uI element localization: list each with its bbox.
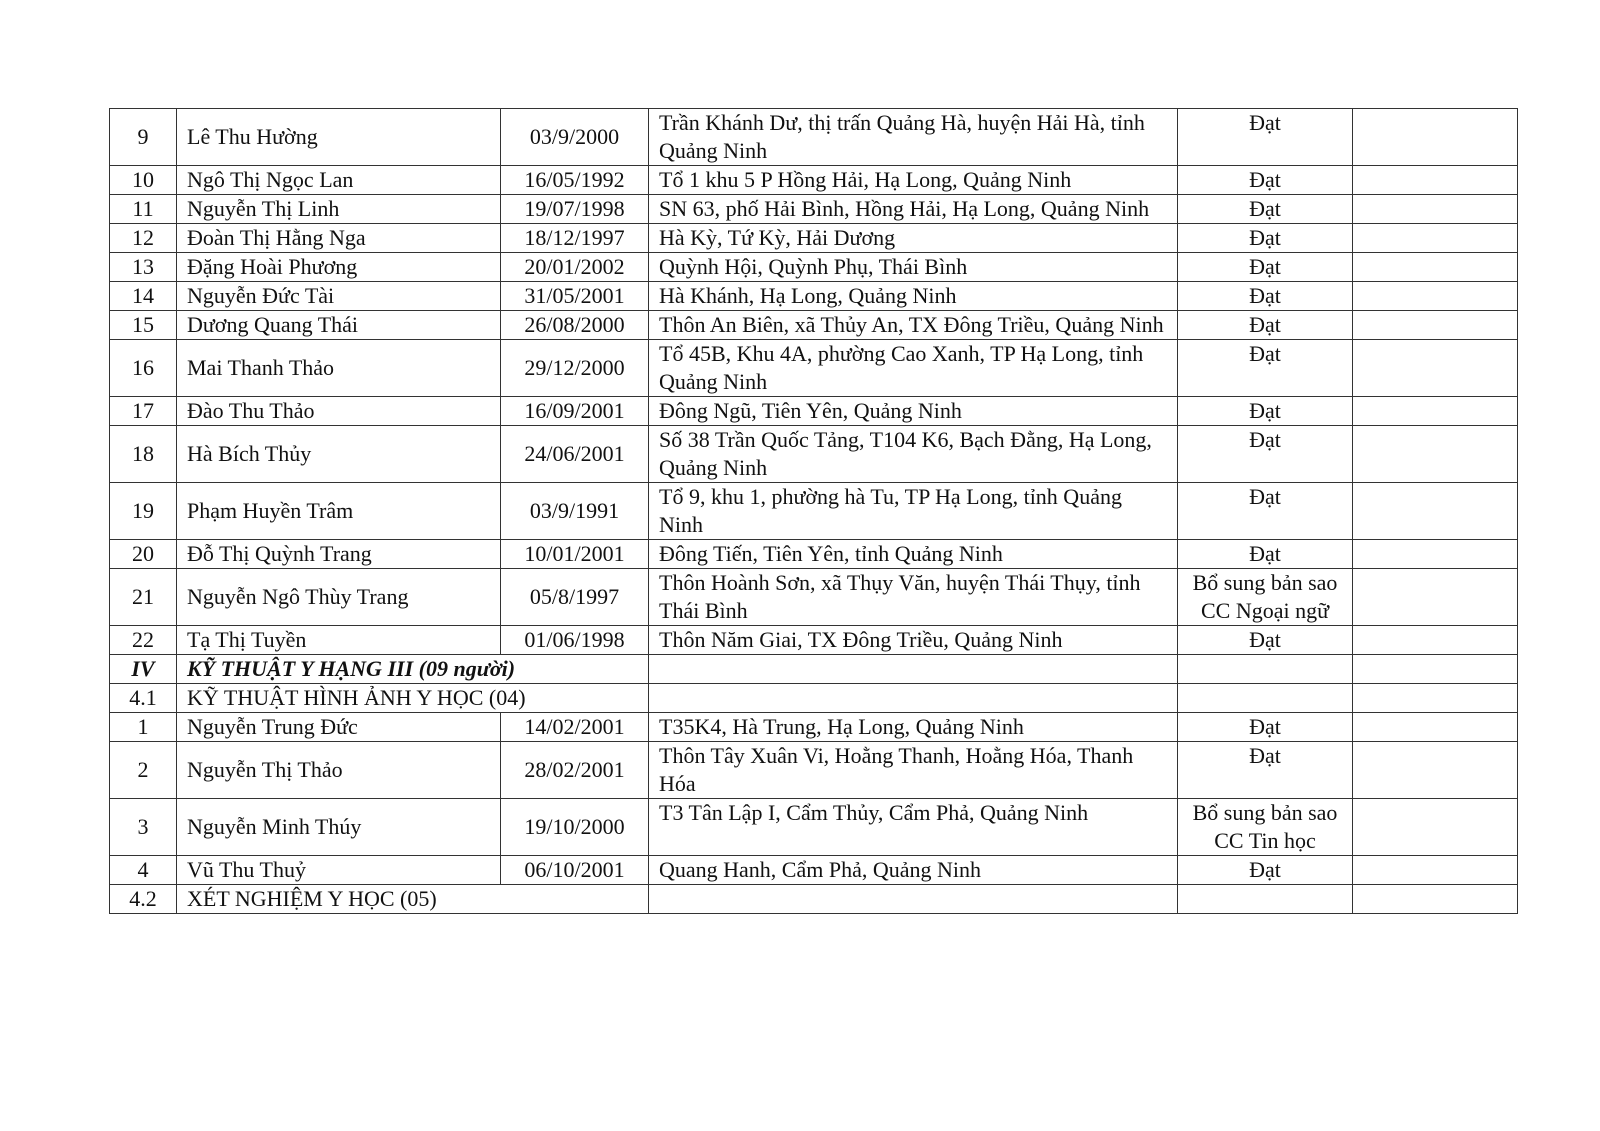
address: T3 Tân Lập I, Cẩm Thủy, Cẩm Phả, Quảng Ninh [649,799,1178,856]
date-of-birth: 31/05/2001 [501,282,649,311]
date-of-birth: 28/02/2001 [501,742,649,799]
candidate-name: Vũ Thu Thuỷ [177,856,501,885]
result: Bổ sung bản sao CC Ngoại ngữ [1178,569,1353,626]
subsection-number: 4.2 [110,885,177,914]
note [1353,799,1518,856]
note [1353,885,1518,914]
note [1353,224,1518,253]
table-row [110,311,1518,340]
note [1353,655,1518,684]
candidate-table-body [110,109,1518,914]
table-row [110,540,1518,569]
table-row [110,166,1518,195]
date-of-birth: 16/09/2001 [501,397,649,426]
candidate-name: Hà Bích Thủy [177,426,501,483]
note [1353,195,1518,224]
subsection-number: 4.1 [110,684,177,713]
result [1178,655,1353,684]
note [1353,311,1518,340]
table-row [110,253,1518,282]
subsection-row [110,885,1518,914]
result: Đạt [1178,253,1353,282]
result: Đạt [1178,483,1353,540]
result: Đạt [1178,311,1353,340]
result: Đạt [1178,195,1353,224]
row-number: 15 [110,311,177,340]
section-row [110,655,1518,684]
candidate-name: Nguyễn Minh Thúy [177,799,501,856]
date-of-birth: 10/01/2001 [501,540,649,569]
table-row [110,224,1518,253]
note [1353,856,1518,885]
note [1353,166,1518,195]
section-number: IV [110,655,177,684]
candidate-name: Lê Thu Hường [177,109,501,166]
result: Đạt [1178,426,1353,483]
candidate-name: Đặng Hoài Phương [177,253,501,282]
section-title: KỸ THUẬT Y HẠNG III (09 người) [177,655,649,684]
address [649,684,1178,713]
note [1353,684,1518,713]
row-number: 4 [110,856,177,885]
row-number: 11 [110,195,177,224]
table-row [110,282,1518,311]
address: Quỳnh Hội, Quỳnh Phụ, Thái Bình [649,253,1178,282]
document-page [109,108,1518,914]
result: Bổ sung bản sao CC Tin học [1178,799,1353,856]
table-row [110,856,1518,885]
address: Đông Ngũ, Tiên Yên, Quảng Ninh [649,397,1178,426]
row-number: 2 [110,742,177,799]
candidate-name: Nguyễn Đức Tài [177,282,501,311]
date-of-birth: 18/12/1997 [501,224,649,253]
table-row [110,742,1518,799]
note [1353,483,1518,540]
result [1178,885,1353,914]
date-of-birth: 03/9/2000 [501,109,649,166]
address: SN 63, phố Hải Bình, Hồng Hải, Hạ Long, Quảng Ninh [649,195,1178,224]
address: Thôn An Biên, xã Thủy An, TX Đông Triều, Quảng Ninh [649,311,1178,340]
row-number: 21 [110,569,177,626]
result: Đạt [1178,626,1353,655]
candidate-name: Đào Thu Thảo [177,397,501,426]
address: Thôn Tây Xuân Vi, Hoằng Thanh, Hoằng Hóa, Thanh Hóa [649,742,1178,799]
note [1353,540,1518,569]
table-row [110,340,1518,397]
result: Đạt [1178,742,1353,799]
candidate-name: Tạ Thị Tuyền [177,626,501,655]
result: Đạt [1178,224,1353,253]
address: Hà Kỳ, Tứ Kỳ, Hải Dương [649,224,1178,253]
address: Hà Khánh, Hạ Long, Quảng Ninh [649,282,1178,311]
row-number: 17 [110,397,177,426]
row-number: 19 [110,483,177,540]
date-of-birth: 19/10/2000 [501,799,649,856]
note [1353,569,1518,626]
table-row [110,569,1518,626]
address: Tổ 1 khu 5 P Hồng Hải, Hạ Long, Quảng Ninh [649,166,1178,195]
result: Đạt [1178,397,1353,426]
result: Đạt [1178,166,1353,195]
address: Thôn Năm Giai, TX Đông Triều, Quảng Ninh [649,626,1178,655]
date-of-birth: 19/07/1998 [501,195,649,224]
candidate-name: Ngô Thị Ngọc Lan [177,166,501,195]
address [649,885,1178,914]
row-number: 3 [110,799,177,856]
note [1353,340,1518,397]
address: Quang Hanh, Cẩm Phả, Quảng Ninh [649,856,1178,885]
table-row [110,626,1518,655]
address: Đông Tiến, Tiên Yên, tỉnh Quảng Ninh [649,540,1178,569]
date-of-birth: 26/08/2000 [501,311,649,340]
result: Đạt [1178,856,1353,885]
row-number: 1 [110,713,177,742]
table-row [110,799,1518,856]
subsection-title: XÉT NGHIỆM Y HỌC (05) [177,885,649,914]
note [1353,397,1518,426]
table-row [110,195,1518,224]
candidate-name: Phạm Huyền Trâm [177,483,501,540]
date-of-birth: 29/12/2000 [501,340,649,397]
row-number: 20 [110,540,177,569]
candidate-name: Đỗ Thị Quỳnh Trang [177,540,501,569]
table-row [110,483,1518,540]
row-number: 18 [110,426,177,483]
note [1353,626,1518,655]
note [1353,713,1518,742]
candidate-name: Nguyễn Trung Đức [177,713,501,742]
result: Đạt [1178,340,1353,397]
result: Đạt [1178,540,1353,569]
row-number: 13 [110,253,177,282]
row-number: 9 [110,109,177,166]
address: Thôn Hoành Sơn, xã Thụy Văn, huyện Thái Thụy, tỉnh Thái Bình [649,569,1178,626]
candidate-name: Dương Quang Thái [177,311,501,340]
candidate-name: Nguyễn Thị Thảo [177,742,501,799]
date-of-birth: 06/10/2001 [501,856,649,885]
table-row [110,713,1518,742]
result: Đạt [1178,713,1353,742]
result: Đạt [1178,282,1353,311]
date-of-birth: 03/9/1991 [501,483,649,540]
table-row [110,426,1518,483]
row-number: 22 [110,626,177,655]
table-row [110,109,1518,166]
address: Tổ 9, khu 1, phường hà Tu, TP Hạ Long, tỉnh Quảng Ninh [649,483,1178,540]
candidate-table [109,108,1518,914]
address [649,655,1178,684]
address: Tổ 45B, Khu 4A, phường Cao Xanh, TP Hạ Long, tỉnh Quảng Ninh [649,340,1178,397]
result [1178,684,1353,713]
note [1353,109,1518,166]
date-of-birth: 24/06/2001 [501,426,649,483]
candidate-name: Mai Thanh Thảo [177,340,501,397]
date-of-birth: 14/02/2001 [501,713,649,742]
date-of-birth: 05/8/1997 [501,569,649,626]
row-number: 16 [110,340,177,397]
candidate-name: Nguyễn Ngô Thùy Trang [177,569,501,626]
note [1353,253,1518,282]
subsection-row [110,684,1518,713]
subsection-title: KỸ THUẬT HÌNH ẢNH Y HỌC (04) [177,684,649,713]
table-row [110,397,1518,426]
address: T35K4, Hà Trung, Hạ Long, Quảng Ninh [649,713,1178,742]
row-number: 12 [110,224,177,253]
note [1353,282,1518,311]
candidate-name: Đoàn Thị Hằng Nga [177,224,501,253]
address: Số 38 Trần Quốc Tảng, T104 K6, Bạch Đằng, Hạ Long, Quảng Ninh [649,426,1178,483]
address: Trần Khánh Dư, thị trấn Quảng Hà, huyện Hải Hà, tỉnh Quảng Ninh [649,109,1178,166]
note [1353,426,1518,483]
date-of-birth: 01/06/1998 [501,626,649,655]
date-of-birth: 20/01/2002 [501,253,649,282]
row-number: 14 [110,282,177,311]
row-number: 10 [110,166,177,195]
candidate-name: Nguyễn Thị Linh [177,195,501,224]
result: Đạt [1178,109,1353,166]
date-of-birth: 16/05/1992 [501,166,649,195]
note [1353,742,1518,799]
